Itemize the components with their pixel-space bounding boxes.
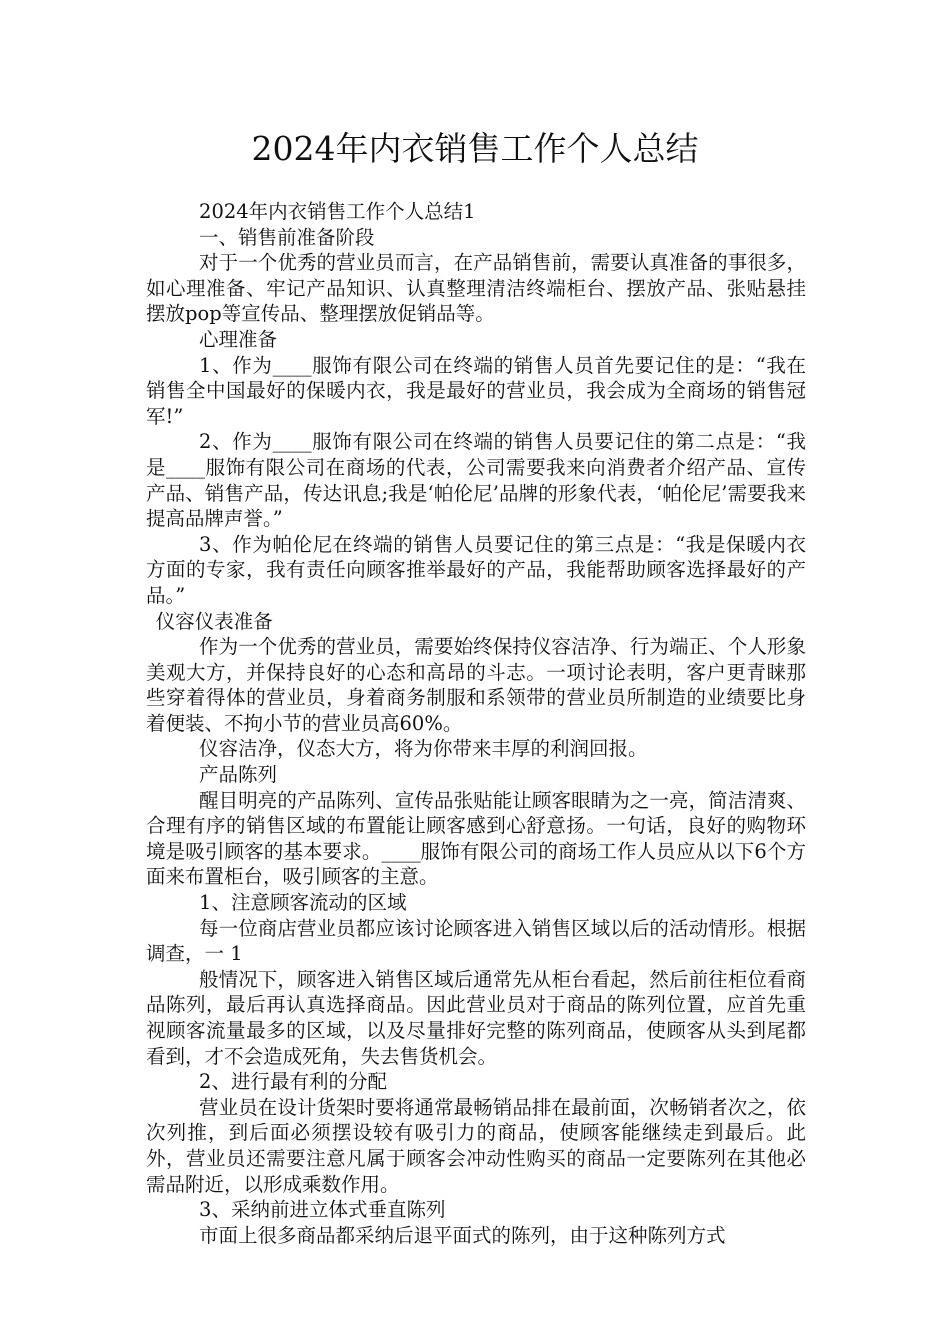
paragraph: 3、作为帕伦尼在终端的销售人员要记住的第三点是：“我是保暖内衣方面的专家，我有责任向顾客推举最好的产品，我能帮助顾客选择最好的产品。” <box>146 532 806 607</box>
paragraph: 心理准备 <box>199 327 278 351</box>
document-title: 2024年内衣销售工作个人总结 <box>251 129 699 168</box>
paragraph: 2024年内衣销售工作个人总结1 <box>199 200 476 223</box>
paragraph: 般情况下，顾客进入销售区域后通常先从柜台看起，然后前往柜位看商品陈列，最后再认真选择商品。因此营业员对于商品的陈列位置，应首先重视顾客流量最多的区域，以及尽量排好完整的陈列商品，使顾客从头到尾都看到，才不会造成死角，失去售货机会。 <box>146 967 806 1068</box>
paragraph: 营业员在设计货架时要将通常最畅销品排在最前面，次畅销者次之，依次列推，到后面必须摆设较有吸引力的商品，使顾客能继续走到最后。此外，营业员还需要注意凡属于顾客会冲动性购买的商品一定要陈列在其他必需品附近，以形成乘数作用。 <box>146 1095 806 1196</box>
paragraph: 产品陈列 <box>199 763 278 787</box>
paragraph: 3、采纳前进立体式垂直陈列 <box>199 1198 446 1222</box>
paragraph: 2、作为____服饰有限公司在终端的销售人员要记住的第二点是：“我是____服饰有限公司在商场的代表，公司需要我来向消费者介绍产品、宣传产品、销售产品，传达讯息;我是‘帕伦尼’品牌的形象代表，‘帕伦尼’需要我来提高品牌声誉。” <box>146 430 806 531</box>
paragraph: 每一位商店营业员都应该讨论顾客进入销售区域以后的活动情形。根据调查，一 1 <box>146 916 806 966</box>
paragraph: 作为一个优秀的营业员，需要始终保持仪容洁净、行为端正、个人形象美观大方，并保持良好的心态和高昂的斗志。一项讨论表明，客户更青睐那些穿着得体的营业员，身着商务制服和系领带的营业员所制造的业绩要比身着便装、不拘小节的营业员高60%。 <box>146 635 806 735</box>
paragraph: 市面上很多商品都采纳后退平面式的陈列，由于这种陈列方式 <box>199 1223 726 1247</box>
paragraph: 2、进行最有利的分配 <box>199 1070 387 1094</box>
paragraph: 仪容洁净，仪态大方，将为你带来丰厚的利润回报。 <box>199 737 648 761</box>
paragraph: 对于一个优秀的营业员而言，在产品销售前，需要认真准备的事很多，如心理准备、牢记产品知识、认真整理清洁终端柜台、摆放产品、张贴悬挂摆放pop等宣传品、整理摆放促销品等。 <box>146 251 806 326</box>
document-body <box>146 199 806 1248</box>
paragraph: 仪容仪表准备 <box>155 609 273 633</box>
paragraph: 1、注意顾客流动的区域 <box>199 891 407 915</box>
paragraph: 一、销售前准备阶段 <box>199 225 375 249</box>
paragraph: 1、作为____服饰有限公司在终端的销售人员首先要记住的是：“我在销售全中国最好的保暖内衣，我是最好的营业员，我会成为全商场的销售冠军!” <box>146 353 806 428</box>
paragraph: 醒目明亮的产品陈列、宣传品张贴能让顾客眼睛为之一亮，简洁清爽、合理有序的销售区域的布置能让顾客感到心舒意扬。一句话，良好的购物环境是吸引顾客的基本要求。____服饰有限公司的商场工作人员应从以下6个方面来布置柜台，吸引顾客的主意。 <box>146 788 806 889</box>
